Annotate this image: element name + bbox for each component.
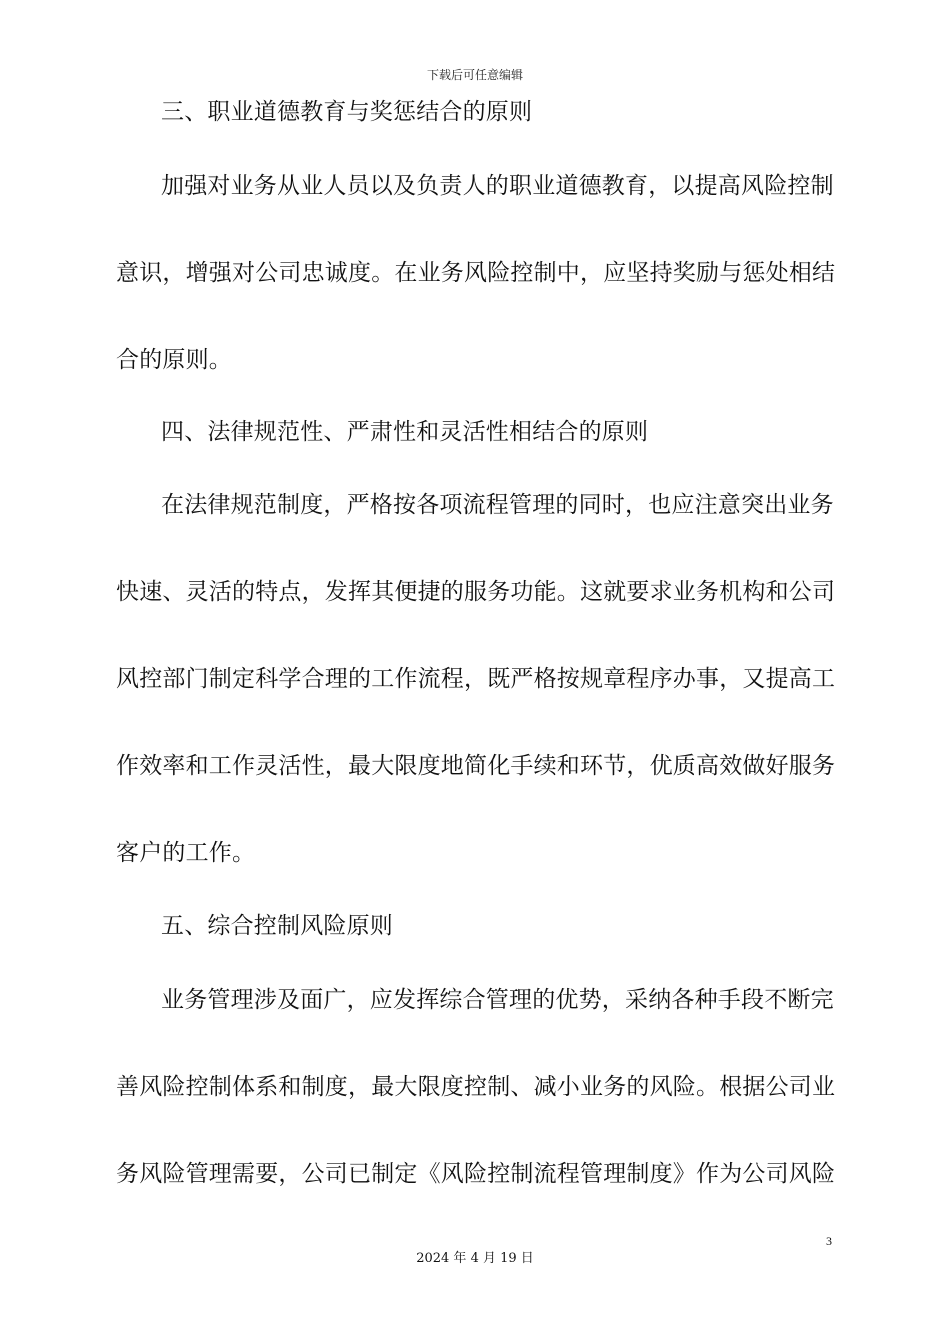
paragraph-line: 意识，增强对公司忠诚度。在业务风险控制中，应坚持奖励与惩处相结: [116, 260, 836, 286]
paragraph-line: 善风险控制体系和制度，最大限度控制、减小业务的风险。根据公司业: [116, 1074, 836, 1100]
paragraph-line: 风控部门制定科学合理的工作流程，既严格按规章程序办事，又提高工: [116, 666, 836, 692]
header-note: 下载后可任意编辑: [426, 68, 523, 82]
paragraph-line: 作效率和工作灵活性，最大限度地简化手续和环节，优质高效做好服务: [116, 753, 836, 779]
paragraph-line: 加强对业务从业人员以及负责人的职业道德教育，以提高风险控制: [161, 173, 834, 199]
paragraph-line: 客户的工作。: [116, 840, 256, 866]
paragraph-line: 业务管理涉及面广，应发挥综合管理的优势，采纳各种手段不断完: [161, 987, 834, 1013]
paragraph-line: 在法律规范制度，严格按各项流程管理的同时，也应注意突出业务: [161, 492, 834, 518]
heading-principle-three: 三、职业道德教育与奖惩结合的原则: [161, 99, 533, 125]
paragraph-line: 务风险管理需要，公司已制定《风险控制流程管理制度》作为公司风险: [116, 1161, 836, 1187]
footer-date: 2024 年 4 月 19 日: [416, 1251, 534, 1266]
heading-principle-four: 四、法律规范性、严肃性和灵活性相结合的原则: [161, 419, 649, 445]
paragraph-line: 快速、灵活的特点，发挥其便捷的服务功能。这就要求业务机构和公司: [116, 579, 836, 605]
page-number: 3: [826, 1234, 832, 1248]
heading-principle-five: 五、综合控制风险原则: [161, 913, 393, 939]
paragraph-line: 合的原则。: [116, 347, 232, 373]
